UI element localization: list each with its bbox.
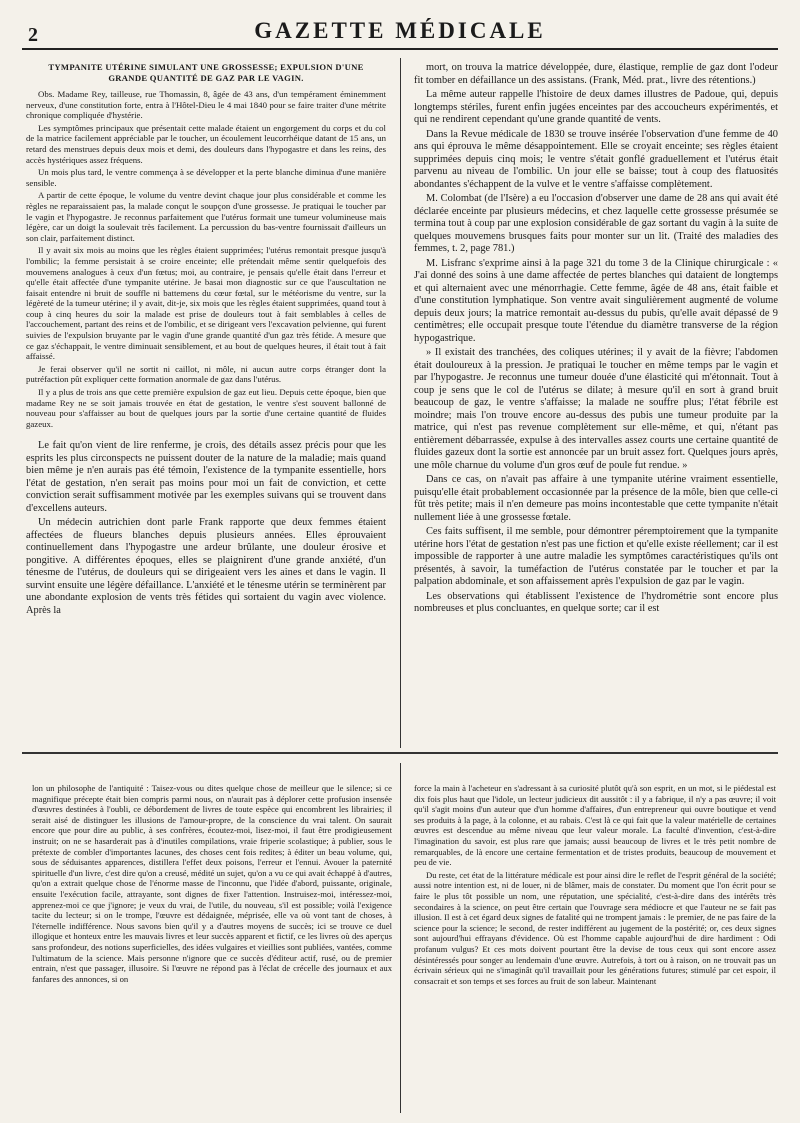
article-paragraph: Je ferai observer qu'il ne sortit ni caillot, ni môle, ni aucun autre corps étranger dont la putréfaction pût expliquer cette formation anormale de gaz dans l'utérus. [26, 363, 386, 385]
article-paragraph: Il y avait six mois au moins que les règles étaient supprimées; l'utérus remontait presque jusqu'à l'ombilic; la femme persistait à se croire enceinte; elle prétendait même sentir quelquefois des mouvemens analogues à ceux d'un fœtus; moi, au contraire, je pensais qu'elle était dans l'erreur et qu'elle était affectée d'une tympanite utérine. Je basai mon diagnostic sur ce que l'auscultation ne faisait entendre ni bruit de souffle ni battemens du cœur fœtal, sur le météorisme du ventre, sur la légèreté de la tumeur utérine; il y avait, dit-je, six mois que les règles étaient supprimées, quand tout à coup à cinq heures du soir la malade est prise de douleurs tout à fait semblables à celles de l'accouchement, partant des reins et de l'ombilic, et se dirigeant vers l'excavation pelvienne, qui furent suivies de l'expulsion bruyante par le vagin d'une grande quantité d'un gaz très fétide. A mesure que ce gaz s'échappait, le ventre diminuait sensiblement, et au bout de quelques heures, il était tout à fait affaissé. [26, 245, 386, 362]
article-paragraph: M. Lisfranc s'exprime ainsi à la page 321 du tome 3 de la Clinique chirurgicale : « J'ai donné des soins à une dame affectée de pertes blanches qui dataient de longtemps et qui alternaient avec une ménorrhagie. Cette femme, âgée de 48 ans, était faible et d'une constitution lymphatique. Son ventre avait singulièrement augmenté de volume depuis deux jours; la matrice remontait au-dessus du pubis, qu'elle avait dépassé de 9 centimètres; elle occupait presque toute l'étendue du diamètre transverse de la région hypogastrique. [414, 257, 778, 344]
article-paragraph: Les observations qui établissent l'existence de l'hydrométrie sont encore plus nombreuses et plus concluantes, en quelque sorte; car il est [414, 590, 778, 614]
article-paragraph: Ces faits suffisent, il me semble, pour démontrer péremptoirement que la tympanite utérine hors l'état de gestation n'est pas une fiction et qu'elle existe réellement; car il est impossible de rapporter à une autre maladie les symptômes caractéristiques qu'ils ont présentés, à savoir, la tuméfaction de l'utérus constatée par le toucher et par la palpation abdominale, et son affaissement après l'expulsion de gaz par le vagin. [414, 526, 778, 587]
page-header [22, 14, 778, 50]
article-paragraph: Le fait qu'on vient de lire renferme, je crois, des détails assez précis pour que les esprits les plus circonspects ne puissent douter de la nature de la maladie; mais quand bien même je n'en aurais pas été témoin, l'existence de la tympanite essentielle, hors l'état de gestation, n'en serait pas moins pour moi un fait de conviction, et cette conviction serait suffisamment motivée par les exemples suivans qui se trouvent dans d'excellens auteurs. [26, 440, 386, 514]
masthead-title: GAZETTE MÉDICALE [254, 18, 546, 43]
article-paragraph: Un médecin autrichien dont parle Frank rapporte que deux femmes étaient affectées de flueurs blanches depuis plusieurs années. Elles éprouvaient continuellement dans l'hypogastre une ardeur brûlante, une douleur érosive et pongitive. A différentes époques, elles se plaignirent d'une grande anxiété, d'un ténesme de l'utérus, de douleurs qui se dirigeaient vers les aines et dans le vagin. Il survint ensuite une légère défaillance. L'anxiété et le ténesme utérin se terminèrent par une abondante explosion de vents très fétides qui sortaient du vagin avec violence. Après la [26, 517, 386, 616]
article-paragraph: Obs. Madame Rey, tailleuse, rue Thomassin, 8, âgée de 43 ans, d'un tempérament éminemment nerveux, d'une constitution forte, entra à l'Hôtel-Dieu le 4 mai 1840 pour se faire traiter d'une métrite chronique compliquée d'hystérie. [26, 89, 386, 121]
article-paragraph: Un mois plus tard, le ventre commença à se développer et la perte blanche diminua d'une manière sensible. [26, 167, 386, 188]
article-paragraph: A partir de cette époque, le volume du ventre devint chaque jour plus considérable et comme les règles ne reparaissaient pas, la malade conçut le soupçon d'une grossesse. Je pratiquai le toucher par le vagin et l'hypogastre. Je reconnus parfaitement que l'utérus formait une tumeur volumineuse mais légère, car un doigt la soulevait très facilement. La percussion du bas-ventre fournissait d'ailleurs un son clair, parfaitement distinct. [26, 190, 386, 243]
article-column-left [26, 62, 386, 746]
feuilleton-column-left [32, 783, 392, 1115]
article-column-right [414, 62, 778, 746]
article-paragraph: mort, on trouva la matrice développée, dure, élastique, remplie de gaz dont l'odeur fit tomber en défaillance un des assistans. (Frank, Méd. prat., livre des rétentions.) [414, 62, 778, 86]
feuilleton-paragraph: force la main à l'acheteur en s'adressant à sa curiosité plutôt qu'à son esprit, en un mot, si le piédestal est dix fois plus haut que l'idole, un lecteur judicieux dit aussitôt : il y a fabrique, il n'y a pas œuvre; il voit qu'il s'agit moins d'un auteur que d'un homme d'affaires, d'un entrepreneur qui ouvre boutique et vend ses produits à la page, à la colonne, et au rabais. C'est là ce qui fait que la valeur matérielle de certaines œuvres est descendue au même niveau que leur valeur morale. La faculté d'invention, c'est-à-dire l'imagination du savoir, est plus rare que jamais; aussi beaucoup de livres et le très petit nombre de remarquables, de là encore une certaine fermentation et de tristes produits, beaucoup de mouvement et peu de vie. [414, 783, 776, 868]
feuilleton-column-right [414, 783, 776, 1115]
article-paragraph: M. Colombat (de l'Isère) a eu l'occasion d'observer une dame de 28 ans qui avait été déclarée enceinte par plusieurs médecins, et chez laquelle cette grossesse présumée se termina tout à coup par une explosion considérable de gaz sortant du vagin à la suite de quelques mouvemens brusques faits pour monter sur un lit. (Traité des maladies des femmes, t. 2, page 781.) [414, 193, 778, 254]
column-divider [400, 763, 401, 1113]
page-number: 2 [28, 24, 38, 46]
feuilleton-section [22, 757, 778, 1117]
feuilleton-paragraph: lon un philosophe de l'antiquité : Taisez-vous ou dites quelque chose de meilleur que le silence; si ce magnifique précepte était bien compris parmi nous, on n'aurait pas à déplorer cette profusion insensée d'œuvres destinées à l'oubli, ce débordement de livres de toute espèce qui encombrent les librairies; il serait aisé de distinguer les illusions de l'amour-propre, de la conscience du vrai talent. On saurait encore que pour dire au public, à ses confrères, écoutez-moi, lisez-moi, il faut être prodigieusement instruit; on ne se hasarderait pas à d'inutiles compilations, vraie friperie scolastique; à publier, sous le prétexte de combler d'importantes lacunes, des choses cent fois redites; à éditer un beau volume, qui, sous de séduisantes apparences, distillera l'effet deux poisons, l'erreur et l'ennui. Avouer la paternité spirituelle d'un livre, c'est dire qu'on a creusé, médité un sujet, qu'on a vu ce qui avait échappé à d'autres, qu'on a extrait quelque chose de l'énorme masse de l'inconnu, que l'idée d'abord, puissante, originale, ensuite l'exécution facile, attrayante, sont dignes de fixer l'attention. Instruisez-moi, intéressez-moi, apprenez-moi ce que j'ignore; je veux du vrai, de l'utile, du nouveau, s'il est possible; voilà l'exigence tacite du lecteur; si on le trompe, l'œuvre est dédaignée, méprisée, elle va où vont tant de choses, à l'éternelle indifférence. Nous savons bien qu'il y a d'autres moyens de succès; ici se trouve ce duel illogique et honteux entre les mauvais livres et leur succès apparent et fictif, ce les livres où des aperçus sans profondeur, des notions superficielles, des idées vulgaires et vieillies sont publiées, vantées, comme l'ultimatum de la science. Mais personne n'ignore que ce succès d'éditeur actif, rusé, ou de premier entrain, n'est que passager, illusoire. Si l'œuvre ne répond pas à l'éclat de crécelle des journaux et aux fanfares des annonces, si on [32, 783, 392, 984]
article-paragraph: Dans ce cas, on n'avait pas affaire à une tympanite utérine vraiment essentielle, puisqu'elle était probablement occasionnée par la présence de la môle, bien que celle-ci fût très petite; mais il n'en demeure pas moins incontestable que cette tympanite n'était nullement liée à une grossesse fœtale. [414, 474, 778, 523]
article-paragraph: La même auteur rappelle l'histoire de deux dames illustres de Padoue, qui, depuis longtemps stériles, furent enfin jugées enceintes par des accoucheurs expérimentés, et qui ne rendirent cependant qu'une grande quantité de vents. [414, 89, 778, 125]
paragraph-gap [26, 431, 386, 440]
article-title: TYMPANITE UTÉRINE SIMULANT UNE GROSSESSE; EXPULSION D'UNE GRANDE QUANTITÉ DE GAZ PAR LE VAGIN. [48, 62, 364, 83]
feuilleton-rule [22, 752, 778, 754]
column-divider [400, 58, 401, 748]
article-paragraph: » Il existait des tranchées, des coliques utérines; il y avait de la fièvre; l'abdomen était douloureux à la pression. Je pratiquai le toucher en même temps par le vagin et par l'hypogastre. Je reconnus une tumeur douée d'une élasticité qui m'étonnait. Tout à coup je sens que le col de l'utérus se dilate; à mesure qu'il en sort à grand bruit beaucoup de gaz, le ventre s'affaisse; la malade ne souffre plus; l'état fébrile est moindre; mais l'on trouve encore au-dessus des pubis une tumeur produite par la matrice, qui n'est pas revenue complètement sur elle-même, et qui, n'étant pas entièrement débarrassée, expulse à des intervalles assez courts une certaine quantité de fluides gazeux dont la sortie est annoncée par un bruit assez fort. Quelques jours après, une môle charnue du volume d'un gros œuf de poule fut rendue. » [414, 347, 778, 471]
feuilleton-paragraph: Du reste, cet état de la littérature médicale est pour ainsi dire le reflet de l'esprit général de la société; aussi notre intention est, ni de louer, ni de blâmer, mais de constater. Du moment que l'on écrit pour se faire le plus tôt possible un nom, une réputation, une spécialité, c'est-à-dire dans des intérêts très secondaires à la science, on peut être certain que l'ouvrage sera médiocre et que l'auteur ne se fait pas illusion. Il est à cet égard deux signes de fatalité qui ne trompent jamais : le premier, de ne pas faire de la science pour la science; le second, de rester indifférent au jugement de la postérité; or, ces deux signes sont aujourd'hui effrayans d'évidence. Où est l'homme capable aujourd'hui de dire hardiment : Odi profanum vulgus? Et ces mots doivent pourtant être la devise de tous ceux qui sont encore assez désintéressés pour songer au lendemain d'une œuvre. Autrefois, à tort ou à raison, on ne trouvait pas un écrivain sérieux qui ne s'imaginât qu'il travaillait pour les générations futures; stimulé par cet espoir, il consacrait et son temps et ses forces au fruit de son labeur. Maintenant [414, 869, 776, 986]
article-paragraph: Les symptômes principaux que présentait cette malade étaient un engorgement du corps et du col de la matrice facilement appréciable par le toucher, un écoulement leucorrhéique datant de 15 ans, un retard des menstrues depuis deux mois et demi, des douleurs dans l'hypogastre et dans les reins, des accès hystériques assez fréquens. [26, 122, 386, 165]
article-paragraph: Il y a plus de trois ans que cette première expulsion de gaz eut lieu. Depuis cette époque, bien que madame Rey ne se soit jamais trouvée en état de gestation, le ventre s'est souvent ballonné de nouveau pour s'affaisser au bout de quelques jours par la sortie d'une certaine quantité de fluides gazeux. [26, 387, 386, 429]
article-paragraph: Dans la Revue médicale de 1830 se trouve insérée l'observation d'une femme de 40 ans qui éprouva le même désappointement. Elle se croyait enceinte; ses règles étaient supprimées depuis cinq mois; le ventre s'était gonflé graduellement et l'utérus était parvenu au niveau de l'ombilic. Un jour elle se baisse; tout à coup des flatuosités abondantes s'échappent de la vulve et le ventre s'affaisse complètement. [414, 128, 778, 190]
